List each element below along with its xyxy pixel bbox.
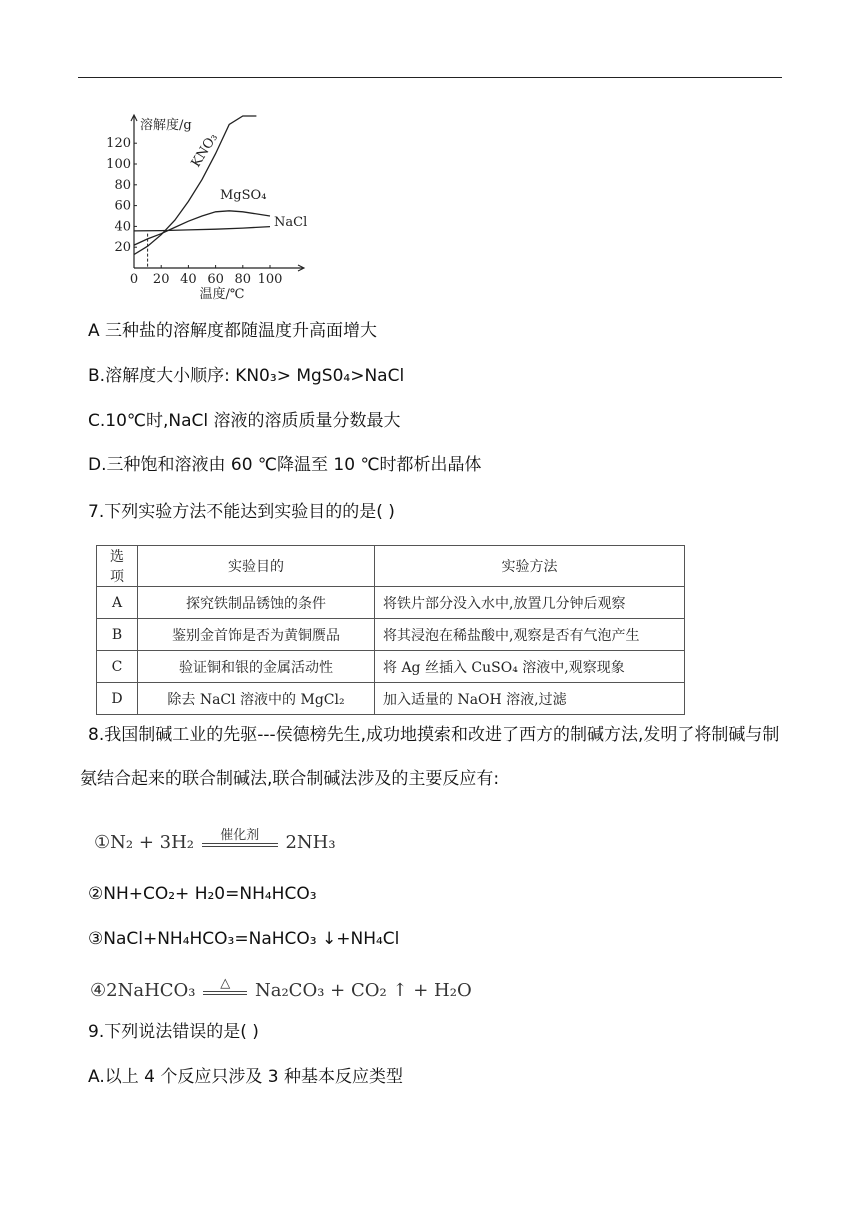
table-row	[97, 619, 685, 651]
y-tick-label: 20	[114, 240, 131, 256]
x-tick-label: 60	[207, 272, 224, 287]
q6-option-c: C.10℃时,NaCl 溶液的溶质质量分数最大	[88, 411, 401, 431]
equation-3: ③NaCl+NH₄HCO₃=NaHCO₃ ↓+NH₄Cl	[88, 929, 400, 949]
equation-4-condition: △	[220, 976, 231, 991]
table-row	[97, 683, 685, 715]
table-cell-method: 加入适量的 NaOH 溶液,过滤	[375, 683, 685, 715]
table-cell-method: 将 Ag 丝插入 CuSO₄ 溶液中,观察现象	[375, 651, 685, 683]
x-tick-label: 80	[234, 272, 252, 287]
table-cell-option: A	[97, 587, 138, 619]
equation-4-arrow	[203, 977, 247, 995]
x-tick-label: 20	[152, 272, 170, 287]
series-line-kno3	[134, 116, 256, 255]
y-tick-label: 80	[114, 177, 131, 193]
q9-option-a: A.以上 4 个反应只涉及 3 种基本反应类型	[88, 1067, 403, 1087]
q6-option-d: D.三种饱和溶液由 60 ℃降温至 10 ℃时都析出晶体	[88, 455, 482, 475]
table-cell-purpose: 验证铜和银的金属活动性	[138, 651, 375, 683]
equation-4-left: ④2NaHCO₃	[90, 980, 196, 1001]
x-tick-label: 100	[257, 272, 283, 287]
table-row	[97, 651, 685, 683]
table-row	[97, 587, 685, 619]
q6-option-b: B.溶解度大小顺序: KN0₃> MgS0₄>NaCl	[88, 366, 405, 386]
solubility-chart	[100, 110, 320, 302]
y-tick-label: 40	[114, 219, 131, 235]
chart-curves	[134, 116, 270, 255]
equation-1-condition: 催化剂	[220, 828, 260, 843]
equation-1-right: 2NH₃	[285, 832, 336, 853]
table-cell-option: C	[97, 651, 138, 683]
q7-stem: 7.下列实验方法不能达到实验目的的是( )	[88, 502, 395, 522]
equation-4-right: Na₂CO₃ + CO₂ ↑ + H₂O	[254, 980, 472, 1001]
table-cell-option: B	[97, 619, 138, 651]
table-cell-option: D	[97, 683, 138, 715]
q6-option-a: A 三种盐的溶解度都随温度升高面增大	[88, 321, 378, 341]
equation-1	[94, 828, 336, 858]
y-tick-label: 120	[106, 136, 131, 152]
q9-stem: 9.下列说法错误的是( )	[88, 1022, 259, 1042]
equation-4	[90, 976, 472, 1006]
table-cell-purpose: 鉴别金首饰是否为黄铜赝品	[138, 619, 375, 651]
y-axis-title: 溶解度/g	[140, 118, 192, 133]
y-tick-label: 100	[106, 157, 131, 172]
x-axis-title: 温度/℃	[199, 287, 245, 302]
table-cell-purpose: 探究铁制品锈蚀的条件	[138, 587, 375, 619]
q8-stem: 8.我国制碱工业的先驱---侯德榜先生,成功地摸索和改进了西方的制碱方法,发明了将制碱与制氨结合起来的联合制碱法,联合制碱法涉及的主要反应有:	[80, 725, 780, 789]
table-header-method: 实验方法	[375, 546, 685, 587]
table-cell-purpose: 除去 NaCl 溶液中的 MgCl₂	[138, 683, 375, 715]
y-tick-label: 60	[114, 198, 131, 214]
x-tick-label: 0	[129, 272, 139, 287]
table-header-purpose: 实验目的	[138, 546, 375, 587]
experiment-table	[96, 545, 685, 715]
equation-2: ②NH+CO₂+ H₂0=NH₄HCO₃	[88, 884, 317, 904]
double-line-icon	[202, 843, 278, 847]
header-rule	[78, 77, 782, 78]
table-header-option: 选项	[97, 546, 138, 587]
series-label-mgso4: MgSO₄	[220, 188, 267, 203]
series-line-nacl	[134, 227, 270, 231]
equation-1-arrow	[202, 829, 278, 847]
double-line-icon	[203, 991, 247, 995]
table-header-row	[97, 546, 685, 587]
x-tick-label: 40	[180, 272, 197, 287]
equation-1-left: ①N₂ + 3H₂	[94, 832, 194, 853]
series-label-kno3: KNO₃	[188, 130, 221, 171]
table-cell-method: 将其浸泡在稀盐酸中,观察是否有气泡产生	[375, 619, 685, 651]
table-cell-method: 将铁片部分没入水中,放置几分钟后观察	[375, 587, 685, 619]
series-label-nacl: NaCl	[274, 215, 308, 230]
